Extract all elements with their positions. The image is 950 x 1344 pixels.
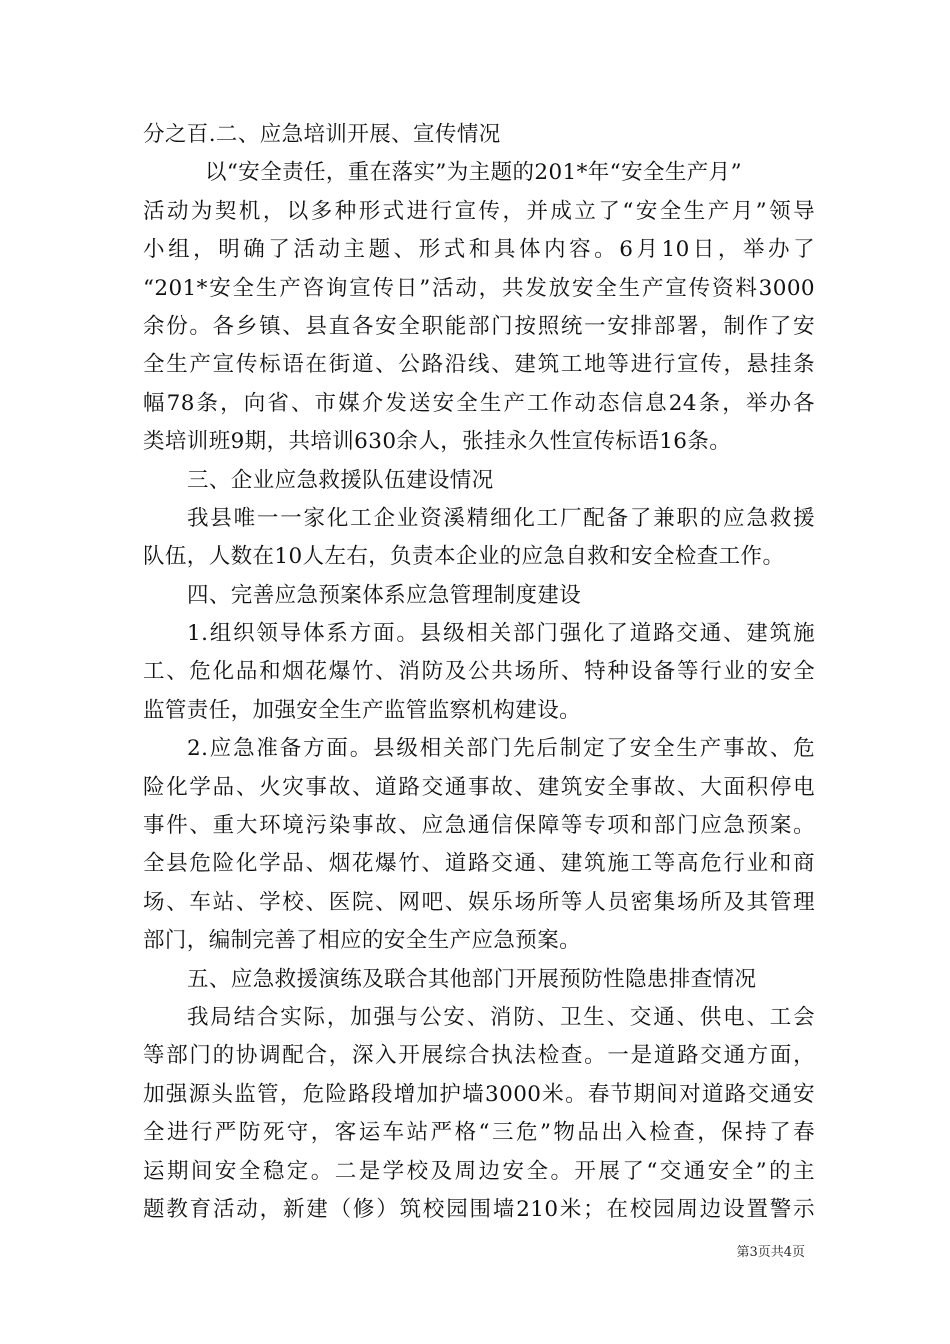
text-line: 类培训班9期，共培训630余人，张挂永久性宣传标语16条。	[143, 429, 732, 455]
text-line: 场、车站、学校、医院、网吧、娱乐场所等人员密集场所及其管理	[143, 889, 815, 915]
page-number: 第3页共4页	[736, 1245, 805, 1260]
text-line: 三、企业应急救援队伍建设情况	[187, 467, 494, 493]
text-line: 等部门的协调配合，深入开展综合执法检查。一是道路交通方面，	[143, 1043, 815, 1069]
text-line: 我局结合实际，加强与公安、消防、卫生、交通、供电、工会	[187, 1004, 815, 1030]
text-line: 工、危化品和烟花爆竹、消防及公共场所、特种设备等行业的安全	[143, 659, 815, 685]
text-line: 题教育活动，新建（修）筑校园围墙210米；在校园周边设置警示	[143, 1196, 815, 1222]
text-line: 分之百.二、应急培训开展、宣传情况	[143, 122, 501, 147]
text-line: 2.应急准备方面。县级相关部门先后制定了安全生产事故、危	[187, 736, 815, 762]
text-line: 全县危险化学品、烟花爆竹、道路交通、建筑施工等高危行业和商	[143, 851, 815, 877]
text-line: “201*安全生产咨询宣传日”活动，共发放安全生产宣传资料3000	[143, 275, 815, 301]
text-line: 加强源头监管，危险路段增加护墙3000米。春节期间对道路交通安	[143, 1081, 815, 1107]
text-line: 全生产宣传标语在街道、公路沿线、建筑工地等进行宣传，悬挂条	[143, 352, 815, 378]
text-line: 部门，编制完善了相应的安全生产应急预案。	[143, 928, 582, 954]
text-line: 监管责任，加强安全生产监管监察机构建设。	[143, 697, 582, 723]
text-line: 幅78条，向省、市媒介发送安全生产工作动态信息24条，举办各	[143, 390, 815, 416]
text-line: 事件、重大环境污染事故、应急通信保障等专项和部门应急预案。	[143, 813, 815, 839]
text-line: 小组，明确了活动主题、形式和具体内容。6月10日，举办了	[143, 237, 815, 263]
text-line: 我县唯一一家化工企业资溪精细化工厂配备了兼职的应急救援	[187, 505, 815, 531]
text-line: 以“安全责任，重在落实”为主题的201*年“安全生产月”	[205, 160, 742, 186]
text-line: 四、完善应急预案体系应急管理制度建设	[187, 582, 582, 608]
text-line: 队伍，人数在10人左右，负责本企业的应急自救和安全检查工作。	[143, 544, 785, 570]
text-line: 运期间安全稳定。二是学校及周边安全。开展了“交通安全”的主	[143, 1158, 815, 1184]
text-line: 1.组织领导体系方面。县级相关部门强化了道路交通、建筑施	[187, 621, 815, 647]
text-line: 余份。各乡镇、县直各安全职能部门按照统一安排部署，制作了安	[143, 313, 815, 339]
text-line: 活动为契机，以多种形式进行宣传，并成立了“安全生产月”领导	[143, 198, 815, 224]
text-line: 全进行严防死守，客运车站严格“三危”物品出入检查，保持了春	[143, 1120, 815, 1146]
text-line: 险化学品、火灾事故、道路交通事故、建筑安全事故、大面积停电	[143, 774, 815, 800]
document-body	[143, 116, 815, 1229]
text-line: 五、应急救援演练及联合其他部门开展预防性隐患排查情况	[187, 966, 757, 992]
